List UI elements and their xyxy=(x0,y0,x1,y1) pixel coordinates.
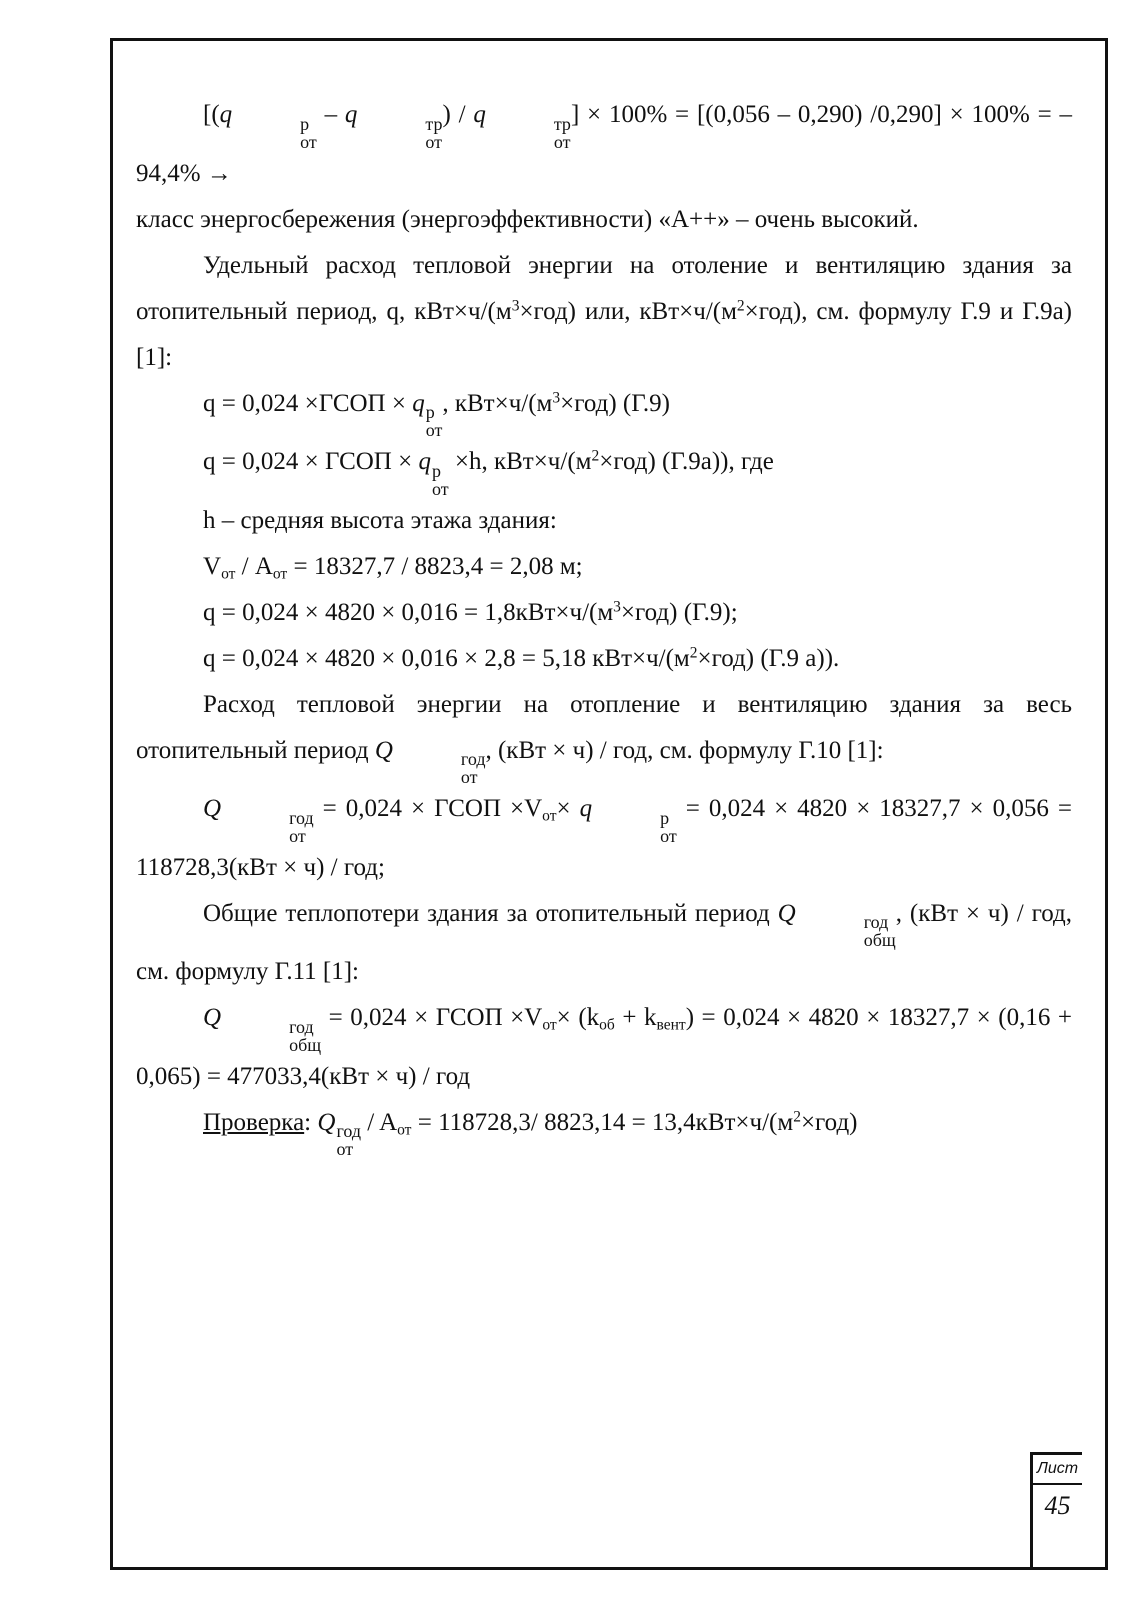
formula-g10: Q год от = 0,024 × ГСОП $\times V_{от}\times q$ р от = 0,024 × 4820 × 18327,7 × 0,056 = 118728,3(кВт × ч) / год; xyxy=(136,795,1072,881)
verification-line: Проверка: Q год от / $A_{от} = 118728,3/$ $8823,14 = 13,4кВт\times ч/(м^2\times год)$ xyxy=(203,1108,858,1160)
document-body xyxy=(136,92,1072,1158)
verification-label: Проверка xyxy=(203,1108,305,1136)
formula-energy-saving-class: [(q р от – q тр от ) / q тр от ] × 100% = [(0,056 – 0,290) /0,290] × 100% = – 94,4% → xyxy=(136,101,1073,187)
formula-g9a: q = 0,024 × ГСОП × q р от ×h, $кВт\times ч/(м^2\times год)$ (Г.9а)), где xyxy=(203,447,774,499)
formula-g9: q = 0,024 ×ГСОП × q р от , $кВт\times ч/(м^3\times год)$ (Г.9) xyxy=(203,389,670,441)
sheet-number-stamp xyxy=(1030,1452,1082,1570)
specific-consumption-paragraph: Удельный расход тепловой энергии на отоление и вентиляцию здания за отопительный период, q, $кВт\times ч/(м^3\times год)$ или, $кВт\times ч/(м^2\times год)$, см. формулу Г.9 и Г.9а) [1]: xyxy=(136,251,1072,371)
calc-g9: $q = 0,024 \times 4820 \times 0,016 = 1,8кВт\times ч/(м^3\times год)$ (Г.9); xyxy=(203,598,738,626)
height-definition: h – средняя высота этажа здания: xyxy=(203,506,557,534)
energy-class-text: класс энергосбережения (энергоэффективности) «А++» – очень высокий. xyxy=(136,205,919,233)
heat-loss-paragraph: Общие теплопотери здания за отопительный период Q год общ , (кВт × ч) / год, см. формулу Г.11 [1]: xyxy=(136,899,1072,986)
heating-consumption-paragraph: Расход тепловой энергии на отопление и вентиляцию здания за весь отопительный период Q год от , (кВт × ч) / год, см. формулу Г.10 [1]: xyxy=(136,690,1072,788)
sheet-number: 45 xyxy=(1044,1491,1071,1520)
formula-g11: Q год общ = 0,024 × ГСОП $\times V_{от}\times (k_{об} + k_{вент}) = 0,024 \times 4820 \times 18327,7 \times (0,16 + 0,065) = 477033,4(кВт \times ч)$ / год xyxy=(136,1004,1072,1090)
height-calculation: $V_{от} / A_{от} = 18327,7 / 8823,4 = 2,08$ м; xyxy=(203,552,583,583)
calc-g9a: q = 0,024 × 4820 × 0,016 × 2,8 = 5,18 $кВт\times ч/(м^2\times год)$ (Г.9 а)). xyxy=(203,644,840,672)
sheet-label: Лист xyxy=(1033,1455,1082,1485)
